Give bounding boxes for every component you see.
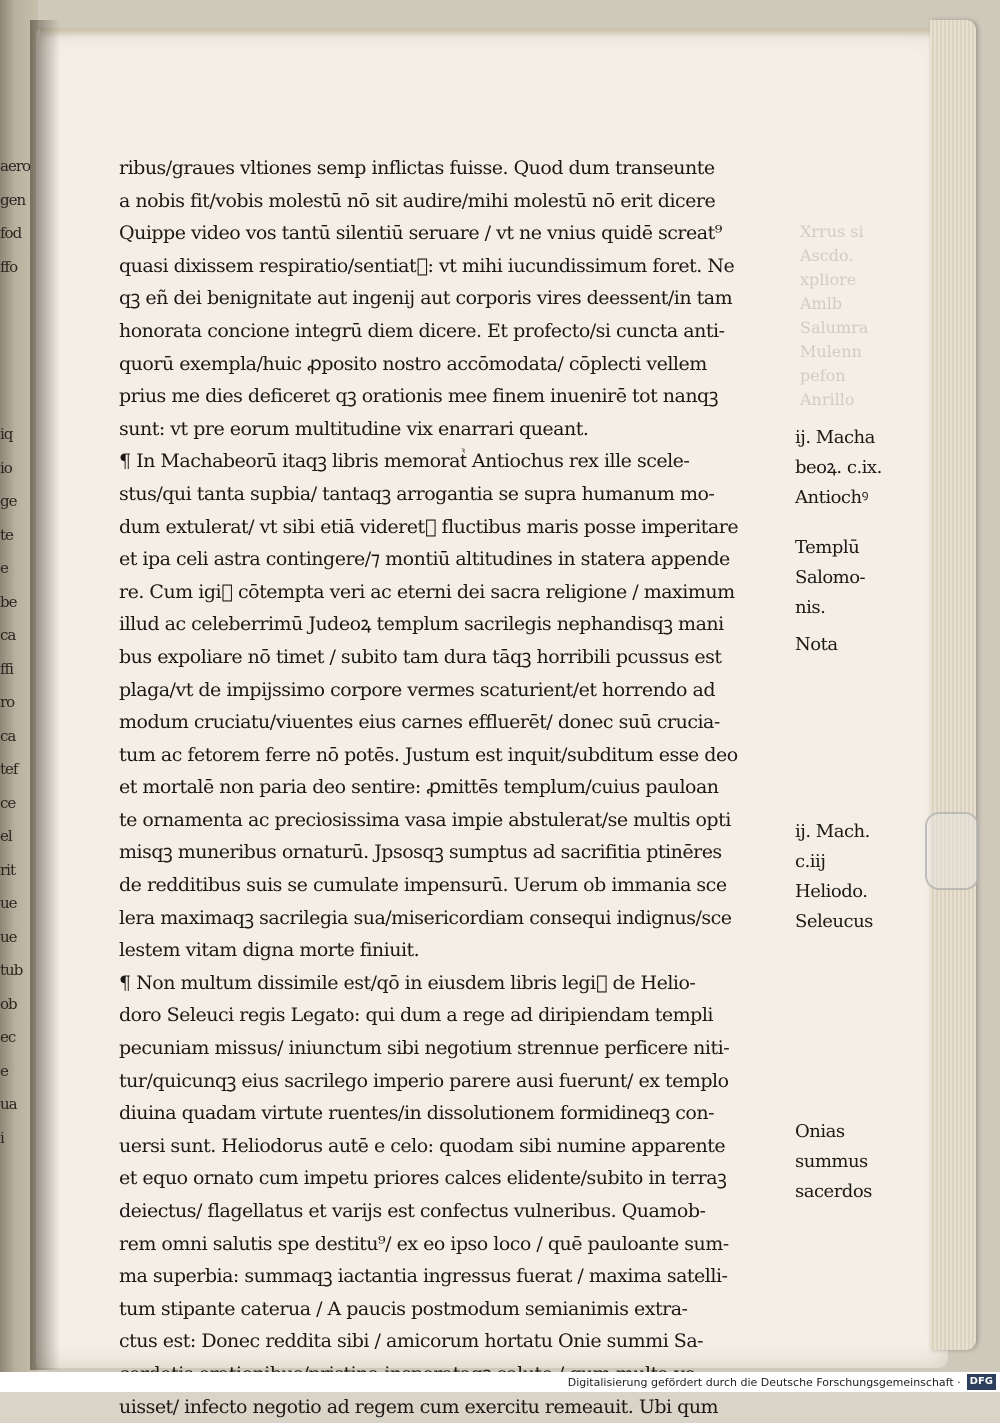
facing-page-fragment [0,284,30,318]
facing-page-fragment: ec [0,1028,16,1046]
facing-page-fragment: tub [0,961,23,979]
facing-page-fragment [0,1155,30,1189]
text-line: ma superbia: summaqꝫ iactantia ingressus fuerat / maxima satelli- [119,1265,728,1288]
show-through-line: Xrrus si [800,222,864,241]
text-line: misqꝫ muneribus ornaturū. Jpsosqꝫ sumptus ad sacrifitia ptinēres [119,841,722,864]
text-line: quasi dixissem respiratio/sentiatᷣ: vt mihi iucundissimum foret. Ne [119,254,735,277]
text-line: honorata concione integrū diem dicere. Et profecto/si cuncta anti- [119,319,725,342]
facing-page-fragment: tef [0,760,18,778]
text-line: ctus est: Donec reddita sibi / amicorum hortatu Onie summi Sa- [119,1330,704,1353]
facing-page-fragment: te [0,525,13,544]
marginal-note-onias [795,1117,915,1207]
marginal-note-line: summus [795,1151,868,1172]
text-line: quorū exempla/huic ꝓposito nostro accōmodata/ cōplecti vellem [119,352,707,375]
text-line: qꝫ eñ dei benignitate aut ingenij aut corporis vires deessent/in tam [119,287,733,310]
marginal-note-line: Templū [795,537,860,558]
facing-page-fragment: fod [0,224,22,242]
text-line: ¶ In Machabeorū itaqꝫ libris memoratᷣ Antiochus rex ille scele- [119,450,690,473]
show-through-line: Mulenn [800,342,862,361]
facing-page-fragment: ob [0,994,17,1013]
marginal-note-line: Salomo- [795,567,866,588]
text-line: et mortalē non paria deo sentire: ꝓmittēs templum/cuius pauloan [119,776,719,799]
facing-page-fragment: ue [0,927,17,946]
text-line: modum cruciatu/viuentes eius carnes effluerēt/ donec suū crucia- [119,711,720,734]
marginal-note-nota [795,630,915,660]
text-line: re. Cum igiᷣ cōtempta veri ac eterni dei sacra religione / maximum [119,580,735,603]
text-line: pecuniam missus/ iniunctum sibi negotium strennue perficere niti- [119,1037,730,1060]
text-line: bus expoliare nō timet / subito tam dura tāqꝫ horribili pcussus est [119,645,722,668]
text-line: ribus/graues vltiones semp inflictas fuisse. Quod dum transeunte [119,157,715,179]
show-through-line: pefon [800,366,846,385]
facing-page-fragment: ca [0,726,16,745]
marginal-note-heliodorus [795,817,915,937]
facing-page-fragment: ue [0,894,17,912]
marginal-note-line: Antiochꝰ [795,487,868,508]
show-through-line: Salumra [800,318,869,337]
funding-credit: Digitalisierung gefördert durch die Deutsche Forschungsgemeinschaft · [567,1375,961,1389]
page-stack-edge [930,20,976,1350]
show-through-line: Anrillo [800,390,855,409]
facing-page-fragment: i [0,1128,4,1147]
text-line: tum stipante caterua / A paucis postmodum semianimis extra- [119,1297,688,1320]
text-line: de redditibus suis se cumulate impensurū. Uerum ob immania sce [119,874,727,897]
text-line: lera maximaqꝫ sacrilegia sua/misericordiam consequi indignus/sce [119,906,732,929]
show-through-line: Ascdo. [800,246,854,265]
text-line: diuina quadam virtute ruentes/in dissolutionem formidineqꝫ con- [119,1102,714,1125]
text-line: a nobis fit/vobis molestū nō sit audire/mihi molestū nō erit dicere [119,189,716,212]
text-line: Quippe video vos tantū silentiū seruare / vt ne vnius quidē screat⁹ [119,222,722,245]
facing-page-fragment: ffi [0,659,13,678]
facing-page-fragment: ca [0,626,16,644]
facing-page-fragment: ge [0,492,17,510]
marginal-note-line: Seleucus [795,911,873,932]
facing-page-fragment: be [0,592,17,611]
text-line: te ornamenta ac preciosissima vasa impie abstulerat/se multis opti [119,808,731,831]
text-line: doro Seleuci regis Legato: qui dum a rege ad diripiendam templi [119,1004,713,1027]
facing-page-fragment [0,1256,30,1290]
text-line: lestem vitam digna morte finiuit. [119,939,420,962]
text-line: stus/qui tanta supbia/ tantaqꝫ arrogantia se supra humanum mo- [119,482,715,505]
marginal-note-line: Nota [795,634,838,655]
text-line: dum extulerat/ vt sibi etiā videretᷣ fluctibus maris posse imperitare [119,515,739,538]
facing-page-fragment: ua [0,1095,17,1113]
text-line: prius me dies deficeret qꝫ orationis mee finem inuenirē tot nanqꝫ [119,385,718,408]
marginal-note-line: sacerdos [795,1181,872,1202]
facing-page-fragment: ro [0,693,15,711]
text-line: et ipa celi astra contingere/⁊ montiū altitudines in statera appende [119,548,730,571]
facing-page-fragment: aero [0,157,31,175]
facing-page-fragment: io [0,458,12,477]
text-line: tur/quicunqꝫ eius sacrilego imperio parere ausi fuerunt/ ex templo [119,1069,729,1092]
marginal-note-line: beoꝝ. c.ix. [795,457,882,478]
marginal-note-machabeorum [795,423,915,513]
marginal-note-line: ij. Mach. [795,821,870,842]
text-line: rem omni salutis spe destitu⁹/ ex eo ipso loco / quē pauloante sum- [119,1232,729,1255]
marginal-note-line: nis. [795,597,826,618]
text-line: et equo ornato cum impetu priores calces elidente/subito in terraꝫ [119,1167,727,1190]
text-line: uersi sunt. Heliodorus autē e celo: quodam sibi numine apparente [119,1134,726,1157]
facing-page-fragment: ffo [0,257,18,276]
marginal-note-line: Heliodo. [795,881,868,902]
facing-page-fragment [0,1189,30,1223]
digitization-footer [0,1372,1000,1392]
facing-page-fragment: e [0,559,8,577]
marginal-note-line: ij. Macha [795,427,875,448]
text-line: ¶ Non multum dissimile est/qō in eiusdem libris legiᷣ de Helio- [119,971,696,994]
facing-page-fragment: rit [0,860,15,879]
text-line: uisset/ infecto negotio ad regem cum exercitu remeauit. Ubi qum [119,1395,719,1418]
facing-page-fragment: gen [0,190,26,209]
facing-page-fragment [0,1222,30,1256]
facing-page-fragment: el [0,827,12,845]
facing-page-fragment: e [0,1061,8,1080]
facing-page-fragment: iq [0,425,13,443]
marginal-note-line: Onias [795,1121,845,1142]
marginal-note-line: c.iij [795,851,826,872]
facing-page-fragment [0,1289,30,1323]
show-through-line: xpliore [800,270,857,289]
text-line: plaga/vt de impijssimo corpore vermes scaturient/et horrendo ad [119,678,715,701]
page-clip [925,812,979,890]
facing-page-fragment [0,318,30,352]
text-line: tum ac fetorem ferre nō potēs. Justum est inquit/subditum esse deo [119,743,738,766]
facing-page-fragment: ce [0,793,16,812]
facing-page-fragment [0,385,30,419]
facing-page-fragment [0,1323,30,1357]
facing-page-text-fragments [0,150,30,1390]
facing-page-fragment [0,351,30,385]
marginal-note-templum [795,533,915,623]
text-line: sunt: vt pre eorum multitudine vix enarrari queant. [119,417,589,440]
page-top-edge [40,28,940,38]
gutter-shadow [30,20,60,1370]
text-line: illud ac celeberrimū Judeoꝝ templum sacrilegis nephandisqꝫ mani [119,613,724,636]
text-line: deiectus/ flagellatus et varijs est confectus vulneribus. Quamob- [119,1200,706,1222]
body-text-block [119,152,819,1423]
show-through-line: Amlb [800,294,843,313]
dfg-logo: DFG [967,1374,996,1390]
